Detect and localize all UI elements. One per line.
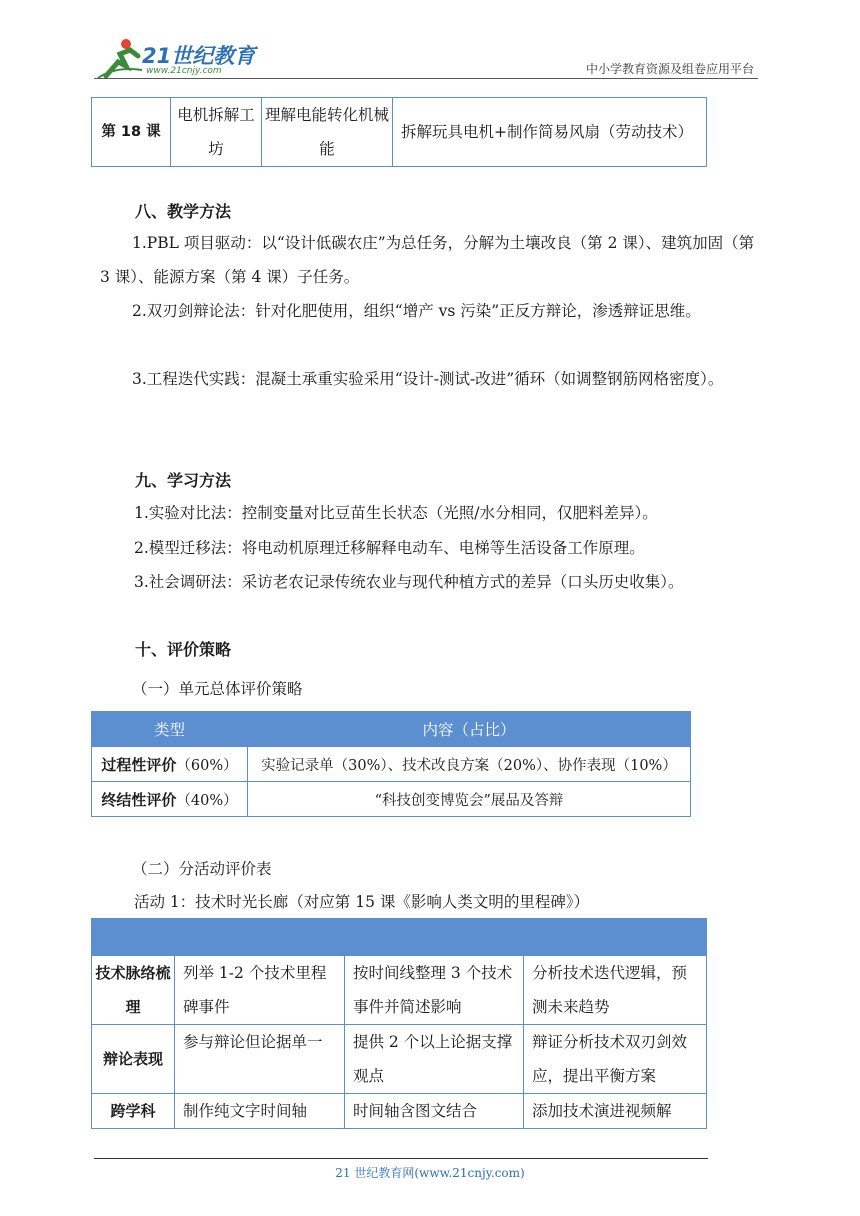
level-cell: 添加技术演进视频解 bbox=[524, 1094, 707, 1129]
header-divider bbox=[94, 78, 758, 79]
platform-label: 中小学教育资源及组卷应用平台 bbox=[585, 62, 754, 76]
section-title: 八、教学方法 bbox=[135, 202, 232, 221]
paragraph: 2.双刃剑辩论法：针对化肥使用，组织“增产 vs 污染”正反方辩论，渗透辩证思维。 bbox=[132, 302, 701, 320]
logo-url: www.21cnjy.com bbox=[146, 66, 222, 76]
table-header-row bbox=[92, 919, 707, 956]
logo-text: 21世纪教育 bbox=[142, 44, 256, 68]
list-item: 3.社会调研法：采访老农记录传统农业与现代种植方式的差异（口头历史收集）。 bbox=[134, 573, 684, 591]
column-header bbox=[175, 919, 345, 956]
level-cell: 参与辩论但论据单一 bbox=[175, 1025, 345, 1094]
level-cell: 按时间线整理 3 个技术事件并简述影响 bbox=[345, 956, 524, 1025]
table-row bbox=[92, 782, 691, 817]
lesson-table bbox=[91, 97, 707, 167]
activity-title: 活动 1：技术时光长廊（对应第 15 课《影响人类文明的里程碑》） bbox=[134, 893, 590, 911]
column-header bbox=[524, 919, 707, 956]
level-cell: 列举 1-2 个技术里程碑事件 bbox=[175, 956, 345, 1025]
list-item: 1.实验对比法：控制变量对比豆苗生长状态（光照/水分相同，仅肥料差异）。 bbox=[134, 504, 658, 522]
footer-divider bbox=[94, 1158, 708, 1159]
lesson-name: 电机拆解工坊 bbox=[171, 98, 262, 167]
eval-content: 实验记录单（30%）、技术改良方案（20%）、协作表现（10%） bbox=[248, 747, 691, 782]
eval-type: 过程性评价（60%） bbox=[92, 747, 248, 782]
subsection-title: （一）单元总体评价策略 bbox=[132, 680, 303, 698]
section-title: 九、学习方法 bbox=[135, 471, 232, 490]
section-title: 十、评价策略 bbox=[135, 640, 232, 659]
paragraph: 3.工程迭代实践：混凝土承重实验采用“设计-测试-改进”循环（如调整钢筋网格密度）。 bbox=[132, 370, 724, 388]
table-row bbox=[92, 747, 691, 782]
criterion-label: 技术脉络梳理 bbox=[92, 956, 175, 1025]
footer-text: 21 世纪教育网(www.21cnjy.com) bbox=[335, 1166, 525, 1180]
table-row bbox=[92, 1094, 707, 1129]
runner-logo-icon bbox=[96, 36, 146, 80]
subsection-title: （二）分活动评价表 bbox=[132, 860, 272, 878]
table-header-row bbox=[92, 712, 691, 747]
paragraph: 1.PBL 项目驱动：以“设计低碳农庄”为总任务，分解为土壤改良（第 2 课）、建筑加固（第 3 课）、能源方案（第 4 课）子任务。 bbox=[100, 234, 755, 286]
eval-content: “科技创变博览会”展品及答辩 bbox=[248, 782, 691, 817]
lesson-number: 第 18 课 bbox=[92, 98, 171, 167]
evaluation-table bbox=[91, 711, 691, 817]
activity-rubric-table bbox=[91, 918, 707, 1129]
column-header: 类型 bbox=[92, 712, 248, 747]
list-item: 2.模型迁移法：将电动机原理迁移解释电动车、电梯等生活设备工作原理。 bbox=[134, 539, 645, 557]
criterion-label: 跨学科 bbox=[92, 1094, 175, 1129]
table-row bbox=[92, 956, 707, 1025]
table-row bbox=[92, 1025, 707, 1094]
level-cell: 辩证分析技术双刃剑效应，提出平衡方案 bbox=[524, 1025, 707, 1094]
column-header: 内容（占比） bbox=[248, 712, 691, 747]
eval-type: 终结性评价（40%） bbox=[92, 782, 248, 817]
level-cell: 时间轴含图文结合 bbox=[345, 1094, 524, 1129]
level-cell: 制作纯文字时间轴 bbox=[175, 1094, 345, 1129]
criterion-label: 辩论表现 bbox=[92, 1025, 175, 1094]
level-cell: 分析技术迭代逻辑，预测未来趋势 bbox=[524, 956, 707, 1025]
column-header bbox=[345, 919, 524, 956]
level-cell: 提供 2 个以上论据支撑观点 bbox=[345, 1025, 524, 1094]
lesson-activity: 拆解玩具电机+制作简易风扇（劳动技术） bbox=[393, 98, 707, 167]
column-header bbox=[92, 919, 175, 956]
lesson-goal: 理解电能转化机械能 bbox=[262, 98, 393, 167]
table-row bbox=[92, 98, 707, 167]
